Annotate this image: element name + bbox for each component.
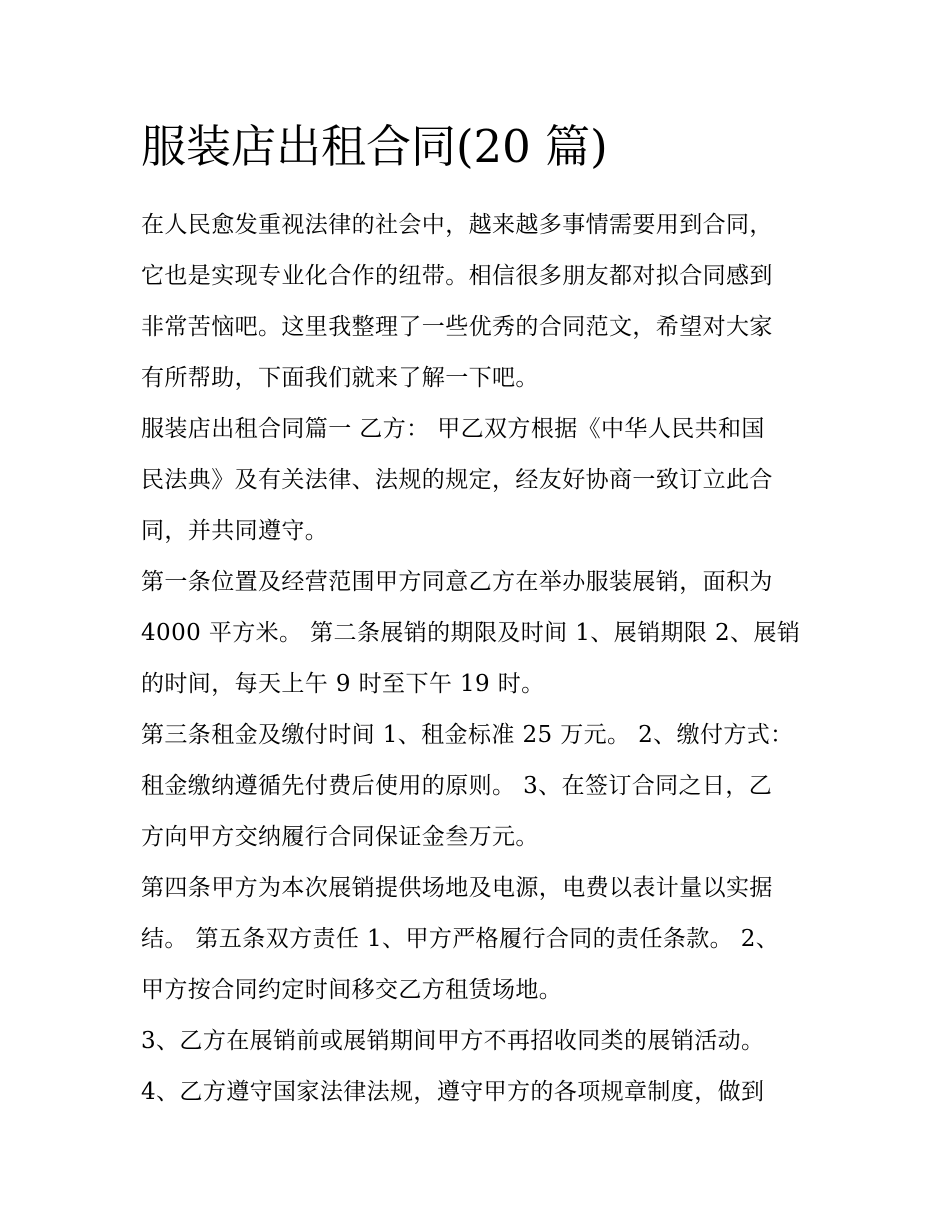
paragraph-line: 有所帮助，下面我们就来了解一下吧。 <box>141 365 539 391</box>
paragraph-line: 第一条位置及经营范围甲方同意乙方在举办服装展销，面积为 <box>141 569 773 595</box>
paragraph-line: 民法典》及有关法律、法规的规定，经友好协商一致订立此合 <box>141 467 773 493</box>
paragraph-article-one <box>141 557 821 710</box>
paragraph-line: 租金缴纳遵循先付费后使用的原则。 3、在签订合同之日，乙 <box>141 773 773 799</box>
paragraph-line: 第三条租金及缴付时间 1、租金标准 25 万元。 2、缴付方式： <box>141 722 794 748</box>
paragraph-line: 甲方按合同约定时间移交乙方租赁场地。 <box>141 977 563 1003</box>
paragraph-clause-four <box>141 1067 821 1118</box>
paragraph-line: 在人民愈发重视法律的社会中，越来越多事情需要用到合同， <box>141 212 773 238</box>
paragraph-intro <box>141 200 821 404</box>
document-body <box>141 112 821 1118</box>
paragraph-line: 4000 平方米。 第二条展销的期限及时间 1、展销期限 2、展销 <box>141 620 801 646</box>
paragraph-line: 同，并共同遵守。 <box>141 518 329 544</box>
paragraph-line: 第四条甲方为本次展销提供场地及电源，电费以表计量以实据 <box>141 875 773 901</box>
paragraph-line: 4、乙方遵守国家法律法规，遵守甲方的各项规章制度，做到 <box>141 1079 765 1105</box>
paragraph-line: 服装店出租合同篇一 乙方： 甲乙双方根据《中华人民共和国 <box>141 416 765 442</box>
paragraph-clause-three <box>141 1016 821 1067</box>
paragraph-line: 方向甲方交纳履行合同保证金叁万元。 <box>141 824 539 850</box>
paragraph-line: 非常苦恼吧。这里我整理了一些优秀的合同范文，希望对大家 <box>141 314 773 340</box>
paragraph-article-four <box>141 863 821 1016</box>
paragraph-contract-one <box>141 404 821 557</box>
paragraph-line: 它也是实现专业化合作的纽带。相信很多朋友都对拟合同感到 <box>141 263 773 289</box>
paragraph-line: 的时间，每天上午 9 时至下午 19 时。 <box>141 671 545 697</box>
title-block <box>141 112 821 200</box>
paragraph-line: 结。 第五条双方责任 1、甲方严格履行合同的责任条款。 2、 <box>141 926 780 952</box>
paragraph-article-three <box>141 710 821 863</box>
paragraph-line: 3、乙方在展销前或展销期间甲方不再招收同类的展销活动。 <box>141 1028 765 1054</box>
document-title: 服装店出租合同(20 篇) <box>141 120 608 173</box>
